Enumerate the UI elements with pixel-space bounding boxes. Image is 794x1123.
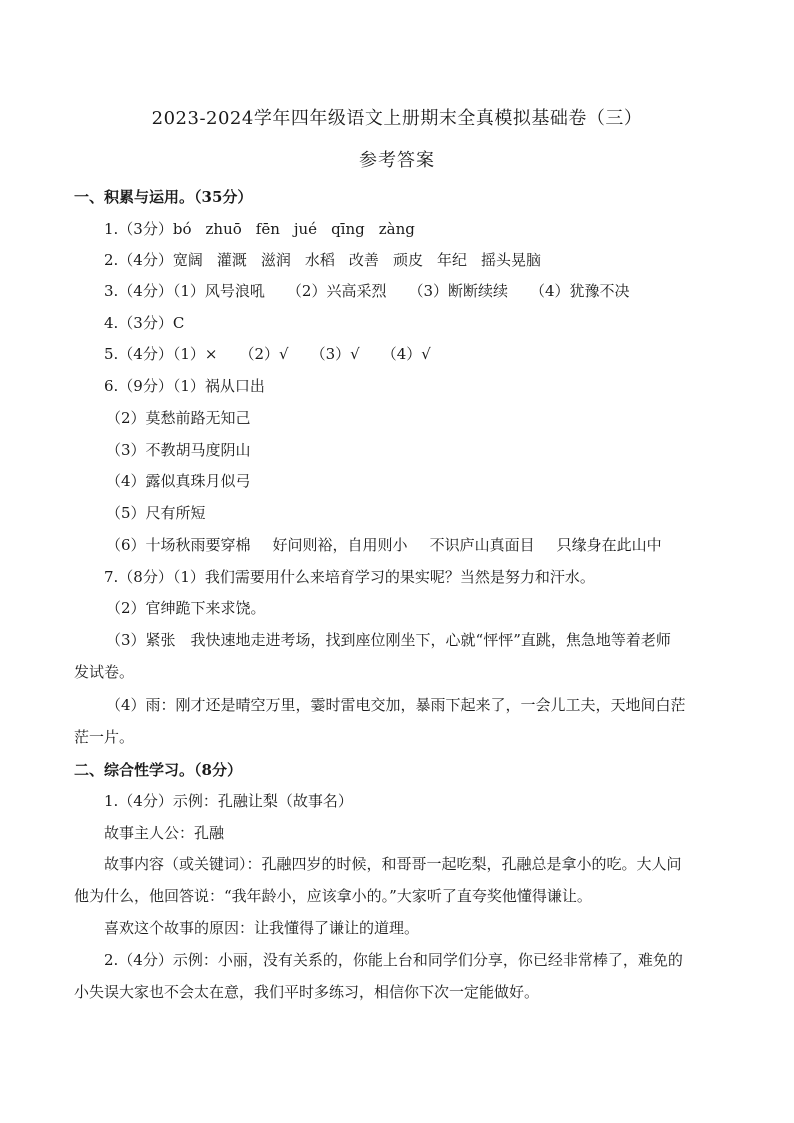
q5-item: （1）×: [172, 345, 218, 363]
answer-s2-q2: 2.（4分）示例：小丽，没有关系的，你能上台和同学们分享，你已经非常棒了，难免的: [104, 951, 683, 969]
q1-item: jué: [293, 220, 318, 238]
q3-item: （2）兴高采烈: [286, 282, 387, 300]
q5-item: （3）√: [310, 345, 360, 363]
q1-item: qīng: [331, 220, 365, 238]
q1-item: zàng: [378, 220, 415, 238]
answer-q2: [104, 250, 541, 270]
q3-item: （4）犹豫不决: [530, 282, 630, 300]
q2-item: 水稻: [304, 251, 335, 269]
q1-prefix: 1.（3分）: [104, 220, 173, 238]
answer-q5: [104, 344, 431, 364]
answer-q7-part-cont: 茫一片。: [74, 728, 135, 746]
q2-item: 宽阔: [172, 251, 203, 269]
q2-item: 滋润: [260, 251, 291, 269]
answer-q3: [104, 281, 630, 301]
section-1-heading: 一、积累与运用。（35分）: [74, 188, 253, 206]
q5-item: （2）√: [239, 345, 289, 363]
q3-item: （1）风号浪吼: [172, 282, 265, 300]
answer-q6: 6.（9分）（1）祸从口出: [104, 377, 265, 395]
q3-prefix: 3.（4分）: [104, 282, 173, 300]
answer-q6-part: （2）莫愁前路无知己: [106, 409, 251, 427]
answer-q6-part: （3）不教胡马度阴山: [106, 441, 251, 459]
answer-q6-part: [106, 535, 662, 555]
q2-item: 顽皮: [392, 251, 423, 269]
q1-item: zhuō: [205, 220, 242, 238]
q2-item: 摇头晃脑: [480, 251, 541, 269]
q1-item: bó: [172, 220, 192, 238]
q6-poem-line: 只缘身在此山中: [556, 536, 662, 554]
q3-item: （3）断断续续: [408, 282, 508, 300]
answer-s2-q1-content-cont: 他为什么，他回答说：“我年龄小，应该拿小的。”大家听了直夸奖他懂得谦让。: [74, 887, 592, 905]
answer-q6-part: （4）露似真珠月似弓: [106, 472, 251, 490]
answer-q1: [104, 219, 415, 239]
answer-s2-q1: 1.（4分）示例：孔融让梨（故事名）: [104, 792, 353, 810]
answer-q7-part: （4）雨：刚才还是晴空万里，霎时雷电交加，暴雨下起来了，一会儿工夫，天地间白茫: [106, 696, 686, 714]
q2-item: 改善: [348, 251, 379, 269]
answer-s2-q1-content: 故事内容（或关键词）：孔融四岁的时候，和哥哥一起吃梨，孔融总是拿小的吃。大人问: [104, 855, 682, 873]
q2-item: 灌溉: [216, 251, 247, 269]
answer-q7-part-cont: 发试卷。: [74, 663, 135, 681]
answer-s2-q1-reason: 喜欢这个故事的原因：让我懂得了谦让的道理。: [104, 919, 420, 937]
q6-poem-line: 好问则裕，自用则小: [272, 536, 408, 554]
q1-item: fēn: [255, 220, 280, 238]
document-title: 2023-2024学年四年级语文上册期末全真模拟基础卷（三）: [151, 108, 643, 129]
q2-prefix: 2.（4分）: [104, 251, 173, 269]
answer-q7-part: （2）官绅跪下来求饶。: [106, 599, 266, 617]
answer-q6-part: （5）尺有所短: [106, 504, 206, 522]
document-subtitle: 参考答案: [359, 150, 435, 171]
q5-item: （4）√: [381, 345, 431, 363]
q5-prefix: 5.（4分）: [104, 345, 173, 363]
answer-q7-part: （3）紧张 我快速地走进考场，找到座位刚坐下，心就“怦怦”直跳，焦急地等着老师: [106, 631, 671, 649]
q6-poem-line: （6）十场秋雨要穿棉: [106, 536, 251, 554]
answer-s2-q2-cont: 小失误大家也不会太在意，我们平时多练习，相信你下次一定能做好。: [74, 983, 540, 1001]
answer-q7: 7.（8分）（1）我们需要用什么来培育学习的果实呢？当然是努力和汗水。: [104, 568, 595, 586]
section-2-heading: 二、综合性学习。（8分）: [74, 761, 242, 779]
q6-poem-line: 不识庐山真面目: [429, 536, 535, 554]
q2-item: 年纪: [436, 251, 467, 269]
answer-s2-q1-hero: 故事主人公：孔融: [104, 824, 225, 842]
answer-q4: 4.（3分）C: [104, 314, 185, 332]
